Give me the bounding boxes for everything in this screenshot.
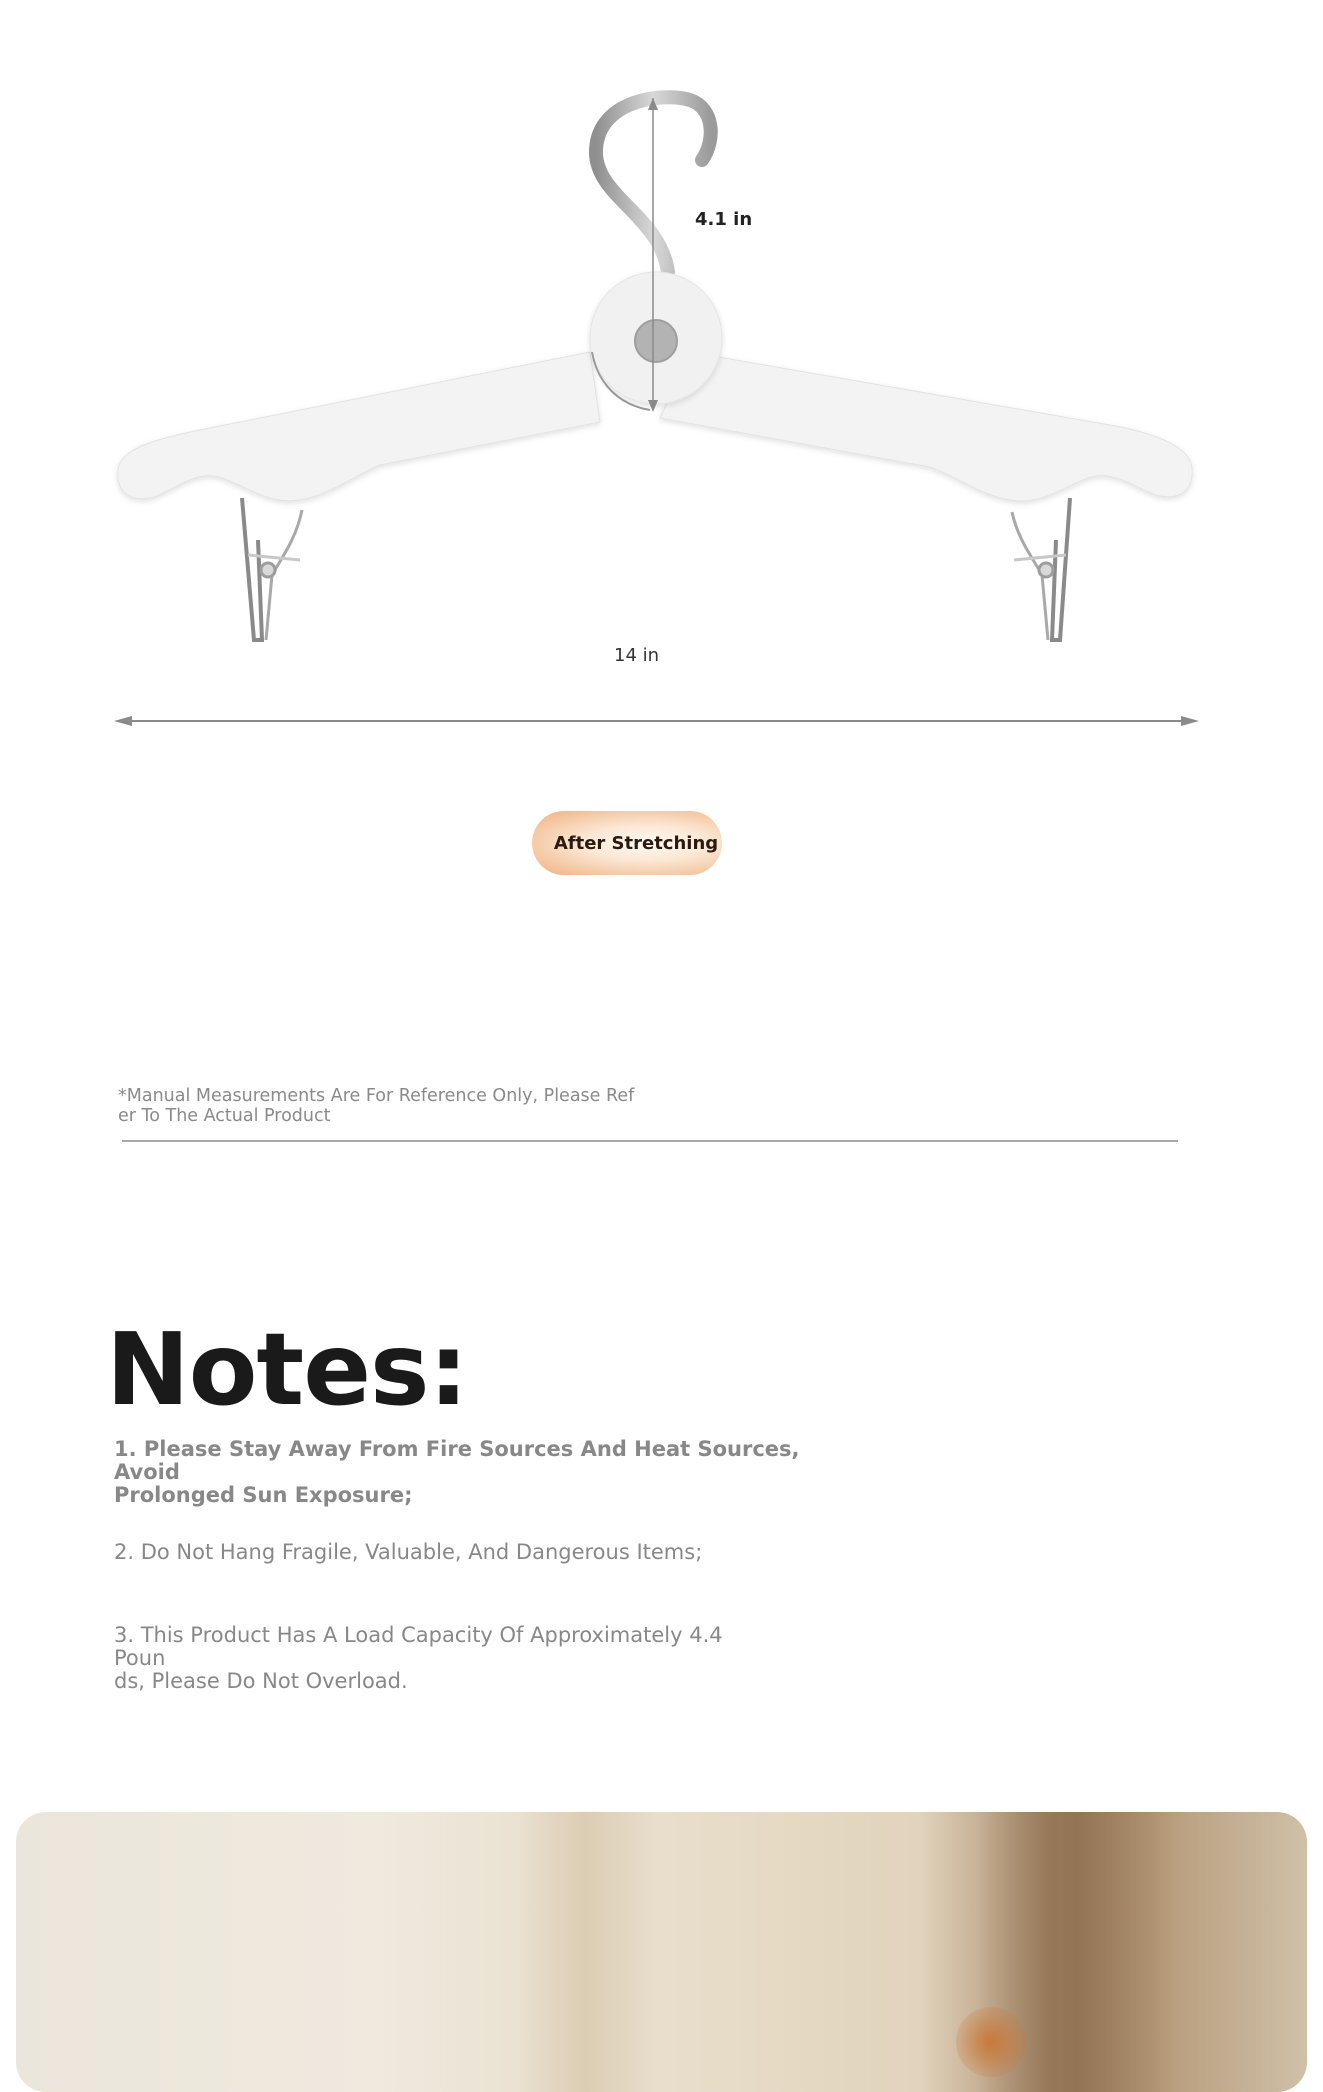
section-divider <box>122 1140 1178 1142</box>
measurement-disclaimer <box>118 1086 638 1126</box>
disclaimer-line-2: er To The Actual Product <box>118 1106 331 1126</box>
note-1-line-2: Prolonged Sun Exposure; <box>114 1483 413 1507</box>
right-arm-shape <box>660 352 1192 501</box>
right-clip-shape <box>1012 498 1070 640</box>
photo-background-blur <box>956 2007 1026 2077</box>
left-clip-shape <box>242 498 302 640</box>
note-2-line-1: 2. Do Not Hang Fragile, Valuable, And Dangerous Items; <box>114 1540 703 1564</box>
after-stretching-badge <box>532 811 722 875</box>
note-item <box>114 1438 834 1507</box>
left-arm-shape <box>118 352 600 501</box>
note-item <box>114 1541 814 1564</box>
note-3-line-2: ds, Please Do Not Overload. <box>114 1669 408 1693</box>
width-measurement-label: 14 in <box>614 645 660 666</box>
note-1-line-1: 1. Please Stay Away From Fire Sources And Heat Sources, Avoid <box>114 1437 800 1484</box>
disclaimer-line-1: *Manual Measurements Are For Reference Only, Please Ref <box>118 1086 635 1106</box>
note-3-line-1: 3. This Product Has A Load Capacity Of Approximately 4.4 Poun <box>114 1623 723 1670</box>
hanger-icon <box>0 0 1323 760</box>
lifestyle-photo <box>16 1812 1307 2092</box>
photo-background-blur <box>516 1812 656 2092</box>
height-measurement-label: 4.1 in <box>695 209 753 230</box>
after-stretching-label: After Stretching <box>553 832 719 854</box>
double-arrow-icon <box>114 716 1199 726</box>
note-item <box>114 1624 774 1693</box>
hinge-pin <box>635 320 677 362</box>
notes-heading: Notes: <box>106 1311 468 1428</box>
